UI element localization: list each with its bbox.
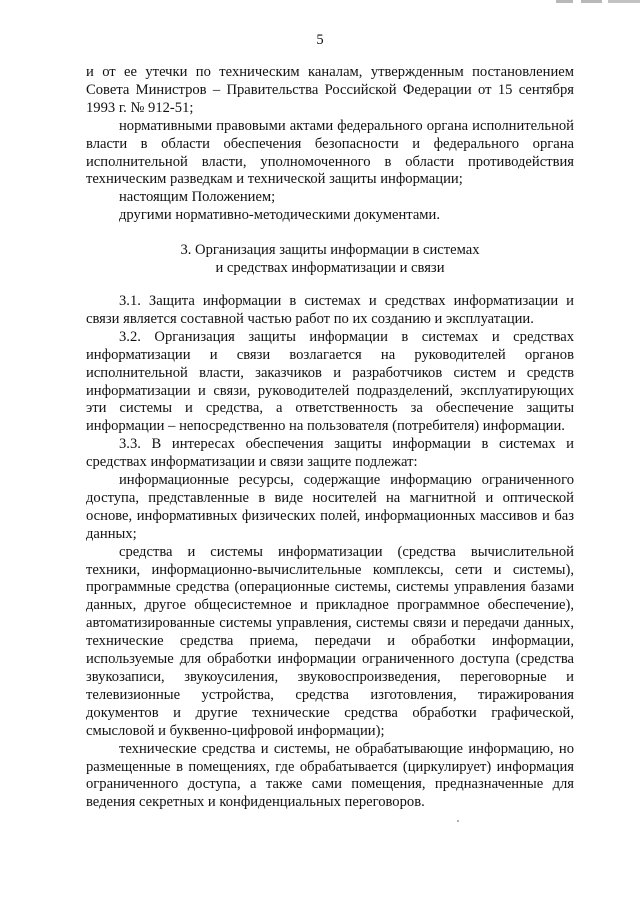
paragraph-this-regulation: настоящим Положением; [119,189,276,206]
paragraph-other-documents: другими нормативно-методическими документами. [119,207,440,224]
paragraph-technical-means: технические средства и системы, не обрабатывающие информацию, но размещенные в помещениях, где обрабатывается (циркулирует) информация ограниченного доступа, а также сами помещения, предназначенные для ведения секретных и конфиденциальных переговоров. [86,740,574,811]
scan-speck [457,820,459,822]
section-heading-line-2: и средствах информатизации и связи [215,260,445,277]
page-number: 5 [316,32,324,48]
page-body [86,64,574,812]
paragraph-information-resources: информационные ресурсы, содержащие информацию ограниченного доступа, представленные в виде носителей на магнитной и оптической основе, информативных физических полей, информационных массивов и баз данных; [86,472,574,542]
paragraph-regulation-reference: и от ее утечки по техническим каналам, утвержденным постановлением Совета Министров – Правительства Российской Федерации от 15 сентября 1993 г. № 912-51; [86,64,574,116]
paragraph-systems-and-means: средства и системы информатизации (средства вычислительной техники, информационно-вычислительные комплексы, сети и системы), программные средства (операционные системы, системы управления базами данных, другое общесистемное и прикладное программное обеспечение), автоматизированные системы управления, системы связи и передачи данных, технические средства приема, передачи и обработки информации, используемые для обработки информации ограниченного доступа (средства звукозаписи, звукоусиления, звуковоспроизведения, переговорные и телевизионные устройства, средства изготовления, тиражирования документов и другие технические средства обработки графической, смысловой и буквенно-цифровой информации); [86,543,574,739]
paragraph-3-2: 3.2. Организация защиты информации в системах и средствах информатизации и связи возлагается на руководителей органов исполнительной власти, заказчиков и разработчиков систем и средств информатизации и связи, руководителей подразделений, эксплуатирующих эти системы и средства, а ответственность за обеспечение защиты информации – непосредственно на пользователя (потребителя) информации. [86,328,574,435]
scan-artifact [556,0,640,3]
section-heading [86,242,574,278]
section-heading-line-1: 3. Организация защиты информации в системах [180,242,480,259]
paragraph-normative-acts: нормативными правовыми актами федерального органа исполнительной власти в области обеспечения безопасности и федерального органа исполнительной власти, уполномоченного в области противодействия техническим разведкам и технической защиты информации; [86,117,574,188]
paragraph-3-1: 3.1. Защита информации в системах и средствах информатизации и связи является составной частью работ по их созданию и эксплуатации. [86,292,574,327]
paragraph-3-3: 3.3. В интересах обеспечения защиты информации в системах и средствах информатизации и связи защите подлежат: [86,436,574,471]
